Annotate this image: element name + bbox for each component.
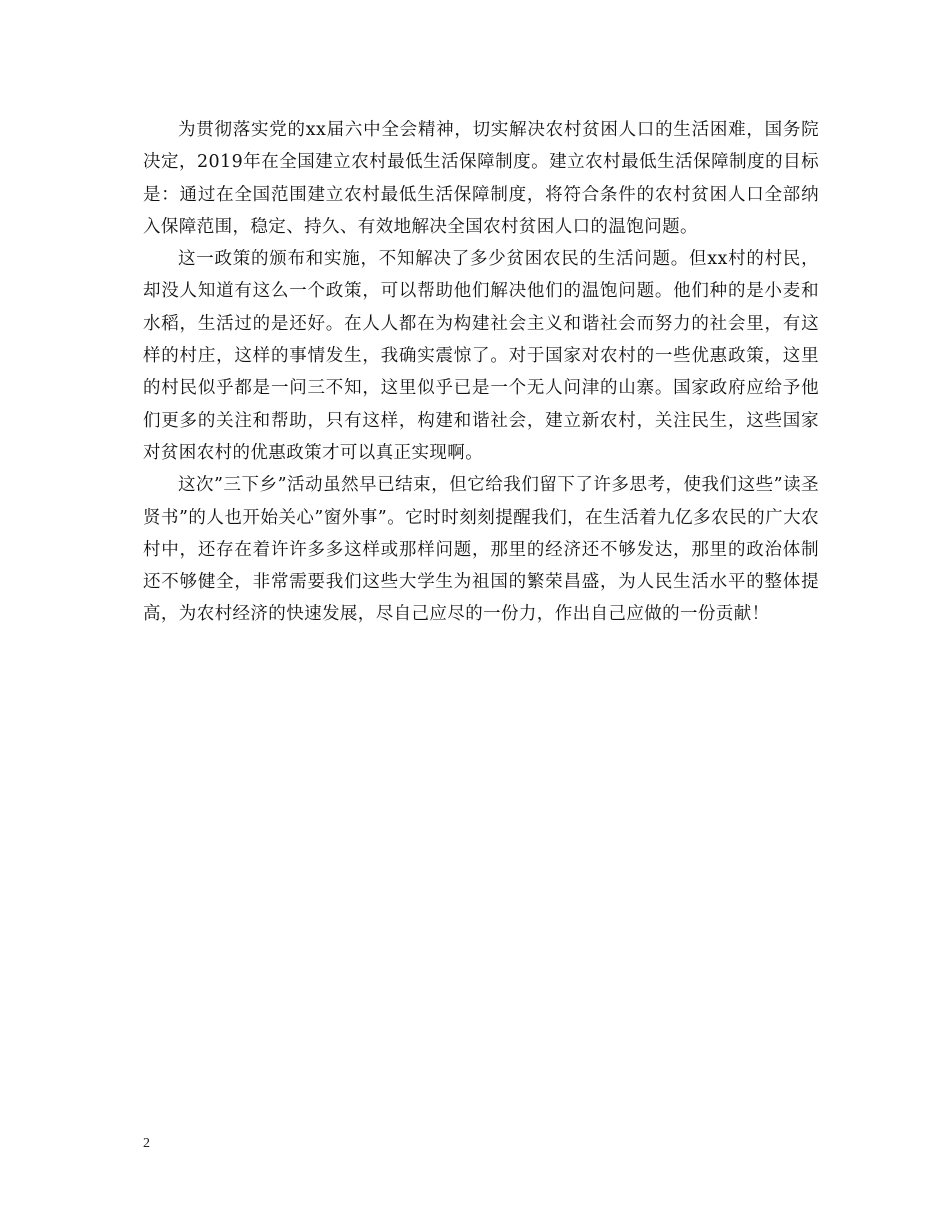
page-number: 2 (143, 1136, 150, 1151)
document-body (143, 114, 819, 631)
paragraph-3: 这次”三下乡”活动虽然早已结束，但它给我们留下了许多思考，使我们这些”读圣贤书”的人也开始关心”窗外事”。它时时刻刻提醒我们，在生活着九亿多农民的广大农村中，还存在着许许多多这样或那样问题，那里的经济还不够发达，那里的政治体制还不够健全，非常需要我们这些大学生为祖国的繁荣昌盛，为人民生活水平的整体提高，为农村经济的快速发展，尽自己应尽的一份力，作出自己应做的一份贡献！ (143, 475, 819, 625)
paragraph-1: 为贯彻落实党的xx届六中全会精神，切实解决农村贫困人口的生活困难，国务院决定，2019年在全国建立农村最低生活保障制度。建立农村最低生活保障制度的目标是：通过在全国范围建立农村最低生活保障制度，将符合条件的农村贫困人口全部纳入保障范围，稳定、持久、有效地解决全国农村贫困人口的温饱问题。 (143, 120, 819, 237)
paragraph-2: 这一政策的颁布和实施，不知解决了多少贫困农民的生活问题。但xx村的村民，却没人知道有这么一个政策，可以帮助他们解决他们的温饱问题。他们种的是小麦和水稻，生活过的是还好。在人人都在为构建社会主义和谐社会而努力的社会里，有这样的村庄，这样的事情发生，我确实震惊了。对于国家对农村的一些优惠政策，这里的村民似乎都是一问三不知，这里似乎已是一个无人问津的山寨。国家政府应给予他们更多的关注和帮助，只有这样，构建和谐社会，建立新农村，关注民生，这些国家对贫困农村的优惠政策才可以真正实现啊。 (143, 249, 819, 463)
